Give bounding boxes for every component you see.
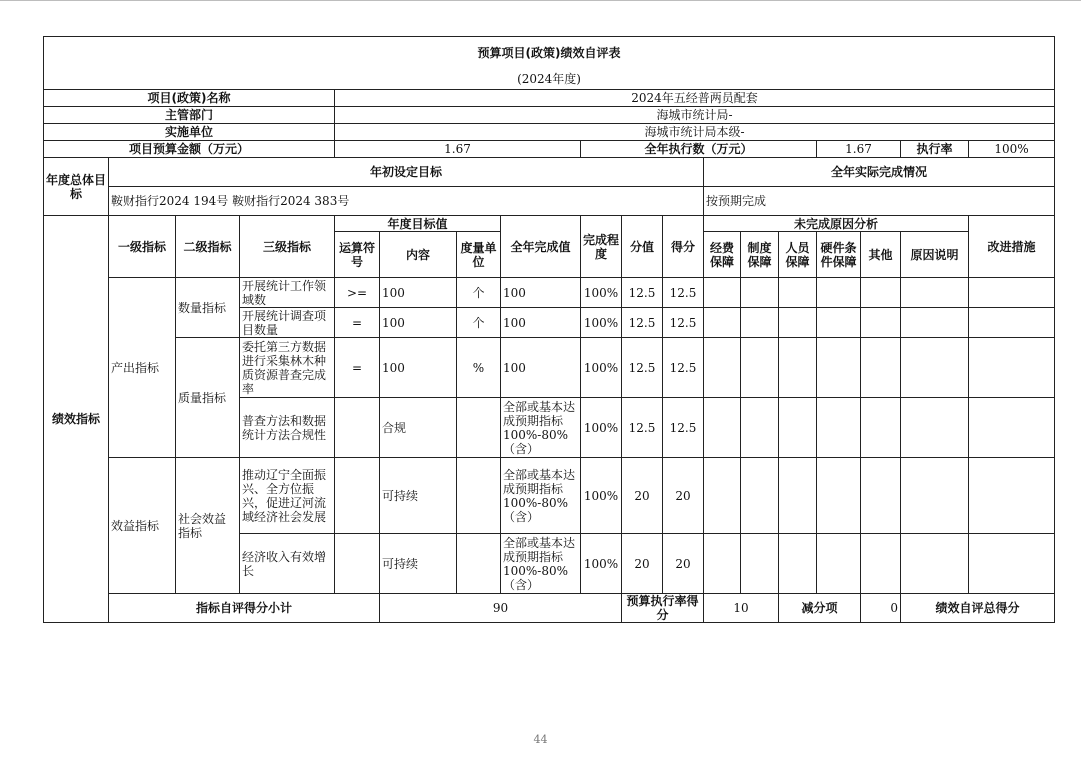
other-header: 其他 xyxy=(861,232,901,278)
operator-cell xyxy=(335,534,380,594)
subtotal-label: 指标自评得分小计 xyxy=(109,594,380,623)
score-cell: 12.5 xyxy=(622,398,663,458)
indicator-name: 开展统计调查项目数量 xyxy=(240,308,335,338)
staff-header: 人员保障 xyxy=(779,232,817,278)
empty-cell xyxy=(969,398,1055,458)
execution-amount-value: 1.67 xyxy=(817,141,901,158)
empty-cell xyxy=(861,398,901,458)
got-cell: 12.5 xyxy=(663,338,704,398)
quality-indicator-group: 质量指标 xyxy=(176,338,240,458)
actual-value-header: 全年完成值 xyxy=(501,216,581,278)
degree-cell: 100% xyxy=(581,338,622,398)
score-cell: 12.5 xyxy=(622,278,663,308)
empty-cell xyxy=(704,338,741,398)
empty-cell xyxy=(741,308,779,338)
indicator-name: 委托第三方数据进行采集林木种质资源普查完成率 xyxy=(240,338,335,398)
empty-cell xyxy=(817,338,861,398)
empty-cell xyxy=(704,534,741,594)
actual-cell: 全部或基本达成预期指标100%-80%（含） xyxy=(501,534,581,594)
empty-cell xyxy=(779,458,817,534)
empty-cell xyxy=(741,398,779,458)
empty-cell xyxy=(969,338,1055,398)
empty-cell xyxy=(779,534,817,594)
top-border-line xyxy=(0,0,1081,1)
unit-label: 实施单位 xyxy=(44,124,335,141)
total-score-label: 绩效自评总得分 xyxy=(901,594,1055,623)
empty-cell xyxy=(901,338,969,398)
empty-cell xyxy=(969,534,1055,594)
indicator-name: 推动辽宁全面振兴、全方位振兴，促进辽河流域经济社会发展 xyxy=(240,458,335,534)
empty-cell xyxy=(969,458,1055,534)
level2-header: 二级指标 xyxy=(176,216,240,278)
actual-completion-value: 按预期完成 xyxy=(704,187,1055,216)
score-cell: 12.5 xyxy=(622,338,663,398)
content-cell: 合规 xyxy=(380,398,457,458)
empty-cell xyxy=(817,308,861,338)
content-cell: 100 xyxy=(380,338,457,398)
empty-cell xyxy=(741,458,779,534)
year-label: (2024年度) xyxy=(44,69,1055,90)
execution-amount-label: 全年执行数（万元） xyxy=(581,141,817,158)
unit-cell xyxy=(457,458,501,534)
empty-cell xyxy=(779,278,817,308)
evaluation-sheet xyxy=(43,36,1054,623)
score-cell: 20 xyxy=(622,534,663,594)
indicator-name: 开展统计工作领域数 xyxy=(240,278,335,308)
score-cell: 12.5 xyxy=(622,308,663,338)
funding-header: 经费保障 xyxy=(704,232,741,278)
operator-cell xyxy=(335,398,380,458)
operator-header: 运算符号 xyxy=(335,232,380,278)
level1-header: 一级指标 xyxy=(109,216,176,278)
empty-cell xyxy=(817,534,861,594)
empty-cell xyxy=(741,534,779,594)
empty-cell xyxy=(969,278,1055,308)
empty-cell xyxy=(817,278,861,308)
degree-cell: 100% xyxy=(581,398,622,458)
empty-cell xyxy=(741,278,779,308)
unit-cell xyxy=(457,398,501,458)
obtained-score-header: 得分 xyxy=(663,216,704,278)
score-cell: 20 xyxy=(622,458,663,534)
actual-cell: 全部或基本达成预期指标100%-80%（含） xyxy=(501,458,581,534)
page-title: 预算项目(政策)绩效自评表 xyxy=(44,37,1055,70)
empty-cell xyxy=(704,398,741,458)
improvement-header: 改进措施 xyxy=(969,216,1055,278)
empty-cell xyxy=(901,278,969,308)
got-cell: 12.5 xyxy=(663,308,704,338)
execution-rate-value: 100% xyxy=(969,141,1055,158)
unfinished-reason-header: 未完成原因分析 xyxy=(704,216,969,232)
performance-indicator-label: 绩效指标 xyxy=(44,216,109,623)
actual-completion-label: 全年实际完成情况 xyxy=(704,158,1055,187)
got-cell: 20 xyxy=(663,458,704,534)
actual-cell: 全部或基本达成预期指标100%-80%（含） xyxy=(501,398,581,458)
budget-amount-label: 项目预算金额（万元） xyxy=(44,141,335,158)
empty-cell xyxy=(861,458,901,534)
indicator-name: 普查方法和数据统计方法合规性 xyxy=(240,398,335,458)
operator-cell: >= xyxy=(335,278,380,308)
content-cell: 可持续 xyxy=(380,534,457,594)
empty-cell xyxy=(779,338,817,398)
empty-cell xyxy=(741,338,779,398)
deduction-value: 0 xyxy=(861,594,901,623)
social-benefit-group: 社会效益指标 xyxy=(176,458,240,594)
annual-target-header: 年度目标值 xyxy=(335,216,501,232)
budget-score-value: 10 xyxy=(704,594,779,623)
benefit-indicator-group: 效益指标 xyxy=(109,458,176,594)
initial-goal-label: 年初设定目标 xyxy=(109,158,704,187)
deduction-label: 减分项 xyxy=(779,594,861,623)
empty-cell xyxy=(779,398,817,458)
budget-score-label: 预算执行率得分 xyxy=(622,594,704,623)
degree-cell: 100% xyxy=(581,308,622,338)
project-name-label: 项目(政策)名称 xyxy=(44,90,335,107)
got-cell: 12.5 xyxy=(663,278,704,308)
empty-cell xyxy=(901,534,969,594)
content-cell: 100 xyxy=(380,278,457,308)
initial-goal-value: 鞍财指行2024 194号 鞍财指行2024 383号 xyxy=(109,187,704,216)
annual-goal-label: 年度总体目标 xyxy=(44,158,109,216)
quantity-indicator-group: 数量指标 xyxy=(176,278,240,338)
subtotal-value: 90 xyxy=(380,594,622,623)
empty-cell xyxy=(817,458,861,534)
content-cell: 可持续 xyxy=(380,458,457,534)
unit-cell: 个 xyxy=(457,278,501,308)
output-indicator-group: 产出指标 xyxy=(109,278,176,458)
completion-degree-header: 完成程度 xyxy=(581,216,622,278)
empty-cell xyxy=(901,398,969,458)
empty-cell xyxy=(969,308,1055,338)
empty-cell xyxy=(901,308,969,338)
empty-cell xyxy=(861,338,901,398)
empty-cell xyxy=(861,308,901,338)
department-value: 海城市统计局- xyxy=(335,107,1055,124)
empty-cell xyxy=(861,534,901,594)
empty-cell xyxy=(704,308,741,338)
got-cell: 20 xyxy=(663,534,704,594)
system-header: 制度保障 xyxy=(741,232,779,278)
unit-value: 海城市统计局本级- xyxy=(335,124,1055,141)
degree-cell: 100% xyxy=(581,278,622,308)
empty-cell xyxy=(704,278,741,308)
score-header: 分值 xyxy=(622,216,663,278)
budget-amount-value: 1.67 xyxy=(335,141,581,158)
execution-rate-label: 执行率 xyxy=(901,141,969,158)
measure-unit-header: 度量单位 xyxy=(457,232,501,278)
got-cell: 12.5 xyxy=(663,398,704,458)
indicator-name: 经济收入有效增长 xyxy=(240,534,335,594)
content-cell: 100 xyxy=(380,308,457,338)
project-name-value: 2024年五经普两员配套 xyxy=(335,90,1055,107)
page-number: 44 xyxy=(533,733,548,746)
operator-cell: = xyxy=(335,338,380,398)
empty-cell xyxy=(861,278,901,308)
empty-cell xyxy=(817,398,861,458)
unit-cell: % xyxy=(457,338,501,398)
unit-cell xyxy=(457,534,501,594)
evaluation-table xyxy=(43,36,1055,623)
degree-cell: 100% xyxy=(581,458,622,534)
content-header: 内容 xyxy=(380,232,457,278)
level3-header: 三级指标 xyxy=(240,216,335,278)
actual-cell: 100 xyxy=(501,308,581,338)
actual-cell: 100 xyxy=(501,338,581,398)
hardware-header: 硬件条件保障 xyxy=(817,232,861,278)
operator-cell: = xyxy=(335,308,380,338)
degree-cell: 100% xyxy=(581,534,622,594)
empty-cell xyxy=(704,458,741,534)
operator-cell xyxy=(335,458,380,534)
empty-cell xyxy=(901,458,969,534)
reason-note-header: 原因说明 xyxy=(901,232,969,278)
actual-cell: 100 xyxy=(501,278,581,308)
unit-cell: 个 xyxy=(457,308,501,338)
department-label: 主管部门 xyxy=(44,107,335,124)
empty-cell xyxy=(779,308,817,338)
